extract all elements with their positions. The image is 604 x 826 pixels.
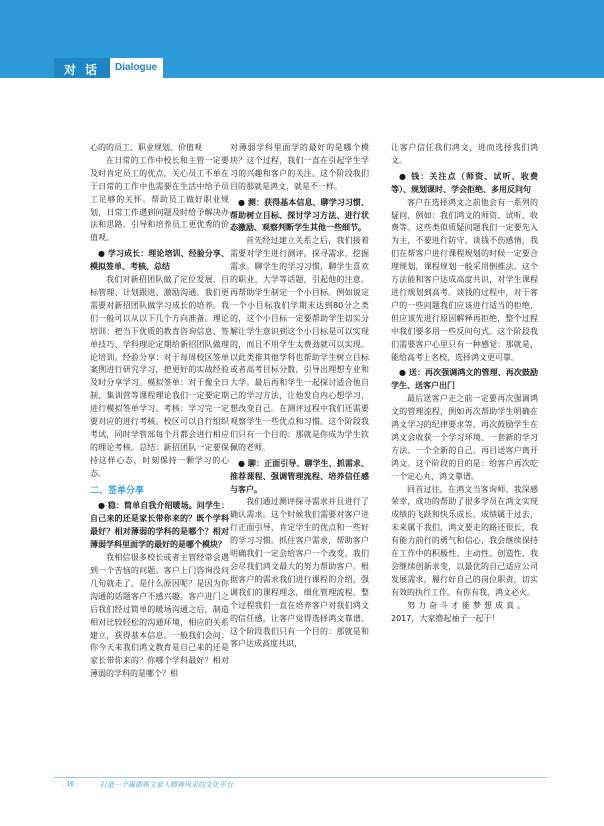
body-paragraph: 我们对新招团队做了定位发展、目标管理、计划跟进、激励沟通。我们更需要对新招团队做学习成长的培养。我们一般可以从以下几个方向准备。理论培训：把当下优质的教育咨询信息、签单技巧、学科理论定期给新招团队做理论培训。经验分享：对于每周校区签单案例进行研究学习，把更好的实战经验及时分享学习。模拟签单：对于像全日制、集训营等课程理论我们一定要定期进行模拟签单学习。考核：学习完一定要对应的进行考核。校区可以自行组织考试，同时学管部每个月都会进行相应的理论考核。总结：新招团队一定要保持这样心态，时刻保持一颗学习的心态。 xyxy=(90,275,229,478)
footer-tagline: 打造一个属邯郸文家人精神风采的文化平台 xyxy=(100,781,233,789)
body-paragraph: 最后送客户走之前一定要再次强调鸿文的管理流程，例如再次帮助学生明确在鸿文学习的纪律要求等，再次鼓励学生在鸿文会收获一个学习环境、一套新的学习方法、一个全新的自己。再目送客户离开鸿文。这个阶段的目的是：给客户再次吃一个定心丸，鸿文靠谱。 xyxy=(391,394,538,481)
section-title-en: Dialogue xyxy=(110,58,163,78)
subheading: ● 聊：正面引导、聊学生、抓需求、推荐课程、强调管理流程、培养信任感与客户。 xyxy=(230,458,369,494)
subheading: ● 测：获得基本信息、聊学习习惯、帮助树立目标、探讨学习方法、进行状态激励、观察判断学生其他一些细节。 xyxy=(230,197,369,233)
body-paragraph: 2017，大家撸起袖子一起干！ xyxy=(391,613,500,623)
section-heading: 二、签单分享 xyxy=(90,485,145,496)
subheading: ● 稳：简单自我介绍暖场。问学生：自己来的还是家长带你来的？既个学科最好？相对薄弱的学科的是哪个？相对薄弱学科里面学的最好的是哪个模块？ xyxy=(90,501,229,550)
body-paragraph: 回首过往，在鸿文当客询师。我深感荣幸，成功的帮助了很多学员在鸿文实现成绩的飞跃和快乐成长。成绩属于过去，未来属于我们，鸿文要走的路还很长，我有能力前行的勇气和信心，我会继续保持在工作中的积极性、主动性、创造性，我会继续创新求变，以最优的自己适应公司发展需求，履行好自己的岗位职责，切实有效的执行工作。有你有我，鸿文必火。 xyxy=(391,484,538,597)
footer-rule xyxy=(54,777,547,778)
page-number: · 16 · xyxy=(62,781,79,788)
body-paragraph: 让客户信任我们鸿文，进而选择我们鸿文。 xyxy=(391,143,538,165)
text-column-1 xyxy=(90,142,229,681)
text-column-2 xyxy=(230,142,369,651)
section-title-cn: 对话 xyxy=(54,58,110,78)
subheading: ● 钱：关注点（师资、试听、收费等）、规划课时、学会拒绝、多用反问句 xyxy=(391,171,538,194)
subheading: ● 学习成长：理论培训、经验分享、模拟签单、考核、总结 xyxy=(90,249,229,272)
body-paragraph: 心的的员工、职业规划、价值观 xyxy=(90,143,202,152)
body-paragraph: 我们通过测评探寻需求并且进行了确认需求。这个时候我们需要对客户进行正面引导，肯定学生的优点和一些好的学习习惯。抓住客户需求，帮助客户明确我们一定会给客户一个改变。我们会尽我们鸿文最大的努力帮助客户。根据客户的需求我们进行课程的介绍，强调我们的课程理念，细化管理流程。整个过程我们一直在培养客户对我们鸿文的信任感，让客户觉得选择鸿文靠谱。这个阶段我们只有一个目的：那就是和客户达成高度共识， xyxy=(230,497,369,649)
body-paragraph: 首先经过建立关系之后，我们接着需要对学生进行测评。探寻需求，挖掘需求。聊学生的学习习惯，聊学生喜欢的职业、大学等话题，引起他的注意。再帮助学生制定一个小目标。例如说定一个小目标我们学期末达到80分之类的，这个小目标一定要帮助学生切实分解让学生意识到这个小目标是可以实现的，而且不用学生太费劲就可以实现。以此类推其他学科也帮助学生树立目标或者高考目标分数，引导出理想专业和大学。最后再和学生一起探讨适合他自己的学习方法，让他发自内心想学习，想改变自己。在测评过程中我们还需要观察学生一些优点和习惯。这个阶段我们只有一个目的：那就是你成为学生钦佩的老师。 xyxy=(230,236,369,452)
body-paragraph: 我相信很多校长或者主管经常会遇到一个苦恼的问题。客户上门咨询没问几句就走了，是什么原因呢？是因为你沟通的话题客户不感兴趣。客户进门之后我们经过简单的暖场沟通之后，制造相对比较轻松的沟通环境，相应的关系建立，获得基本信息。一般我们会问：你今天来我们鸿文教育是自己来的还是家长带你来的？你哪个学科最好？相对薄弱的学科的是哪个？相 xyxy=(90,553,229,679)
subheading: ● 送：再次强调鸿文的管理、再次鼓励学生、送客户出门 xyxy=(391,368,538,391)
text-column-3 xyxy=(391,142,538,626)
body-paragraph: 在日常的工作中校长和主管一定要及时肯定员工的优点，关心员工不单在于日常的工作中也需要在生活中给予员工足够的关怀。帮助员工做好职业规划，日常工作遇到问题及时给予解决办法和思路。引导和培养员工更优秀的价值观。 xyxy=(90,155,229,243)
section-tab xyxy=(54,58,163,78)
body-paragraph: 对薄弱学科里面学的最好的是哪个模块？这个过程，我们一直在引起学生学习的兴趣和客户的关注。这个阶段我们目的那就是鸿文，就是不一样。 xyxy=(230,143,369,191)
closing-line: 努力奋斗才能梦想成真。 xyxy=(407,600,528,610)
body-paragraph: 客户在选择鸿文之前他会有一系列的疑问，例如：我们鸿文的师资、试听、收费等。这些类似质疑问题我们一定要先入为主，不要进行防守。谈钱不伤感情，我们在帮客户进行课程规划的时候一定要合理规划，课程规划一般采用倒推法。这个方法能和客户达成高度共识，对学生课程进行规划到高考。谈钱的过程中，对于客户的一些问题我们应该进行适当的拒绝，但应该先进行原因解释再拒绝，整个过程中我们要多用一些反问句式。这个阶段我们需要客户心里只有一种感觉：那就是，能给高考上名校，选择鸿文更可靠。 xyxy=(391,197,538,362)
